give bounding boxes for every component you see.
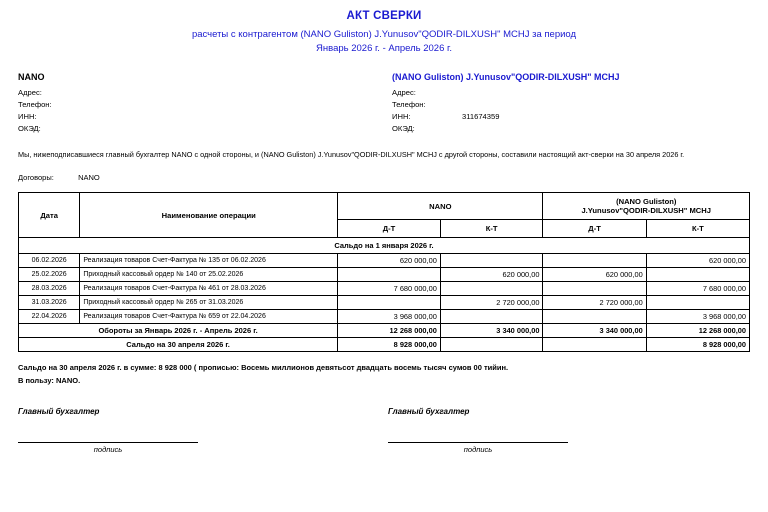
table-head xyxy=(19,193,750,238)
row-date: 28.03.2026 xyxy=(19,282,80,296)
row-right-dt: 2 720 000,00 xyxy=(543,296,646,310)
row-left-kt xyxy=(440,282,543,296)
row-date: 31.03.2026 xyxy=(19,296,80,310)
table-row xyxy=(19,296,750,310)
th-left-kt: К-Т xyxy=(440,220,543,238)
row-date: 25.02.2026 xyxy=(19,268,80,282)
party-left-inn-value xyxy=(70,111,88,123)
row-right-dt xyxy=(543,310,646,324)
row-right-kt xyxy=(646,296,749,310)
row-left-kt: 2 720 000,00 xyxy=(440,296,543,310)
table-row xyxy=(19,254,750,268)
th-right-kt: К-Т xyxy=(646,220,749,238)
party-left-oked xyxy=(18,123,384,135)
row-left-dt: 3 968 000,00 xyxy=(338,310,441,324)
party-right-inn-label: ИНН: xyxy=(392,112,411,122)
closing-balance-label: Сальдо на 30 апреля 2026 г. xyxy=(19,338,338,352)
party-left-address xyxy=(18,87,384,99)
signature-block-right xyxy=(380,407,750,454)
closing-left-kt xyxy=(440,338,543,352)
party-right xyxy=(384,72,750,136)
row-right-dt xyxy=(543,254,646,268)
party-right-phone xyxy=(392,99,750,111)
table-row xyxy=(19,268,750,282)
party-right-oked-label: ОКЭД: xyxy=(392,124,415,134)
row-operation: Реализация товаров Счет-Фактура № 461 от 28.03.2026 xyxy=(80,282,338,296)
th-group-left: NANO xyxy=(338,193,543,220)
signature-right-title: Главный бухгалтер xyxy=(388,407,470,417)
row-operation: Приходный кассовый ордер № 265 от 31.03.2026 xyxy=(80,296,338,310)
party-right-phone-value xyxy=(444,99,462,111)
party-left-phone-label: Телефон: xyxy=(18,99,52,109)
row-right-kt: 7 680 000,00 xyxy=(646,282,749,296)
party-left-oked-value xyxy=(70,123,88,135)
opening-balance-row xyxy=(19,238,750,254)
page-title: АКТ СВЕРКИ xyxy=(346,10,422,22)
table-row xyxy=(19,310,750,324)
row-left-dt: 7 680 000,00 xyxy=(338,282,441,296)
closing-balance-row xyxy=(19,338,750,352)
row-left-dt xyxy=(338,296,441,310)
row-operation: Приходный кассовый ордер № 140 от 25.02.2026 xyxy=(80,268,338,282)
row-right-kt: 3 968 000,00 xyxy=(646,310,749,324)
signature-right-caption: подпись xyxy=(463,445,493,455)
row-date: 06.02.2026 xyxy=(19,254,80,268)
signature-left-rule xyxy=(18,442,198,443)
saldo-note-line-1: Сальдо на 30 апреля 2026 г. в сумме: 8 928 000 ( прописью: Восемь миллионов девятьсот двадцать восемь тысяч сумов 00 тийин. xyxy=(18,363,509,373)
intro-paragraph: Мы, нижеподписавшиеся главный бухгалтер NANO с одной стороны, и (NANO Guliston) J.Yunusov"QODIR-DILXUSH" MCHJ с другой стороны, составили настоящий акт-сверки на 30 апреля 2026 г. xyxy=(18,149,685,159)
party-left-phone xyxy=(18,99,384,111)
row-left-kt: 620 000,00 xyxy=(440,268,543,282)
closing-right-kt: 8 928 000,00 xyxy=(646,338,749,352)
row-left-kt xyxy=(440,254,543,268)
party-right-oked-value xyxy=(444,123,462,135)
row-date: 22.04.2026 xyxy=(19,310,80,324)
contracts-value: NANO xyxy=(78,173,100,183)
table-row xyxy=(19,282,750,296)
row-operation: Реализация товаров Счет-Фактура № 659 от 22.04.2026 xyxy=(80,310,338,324)
saldo-note xyxy=(0,362,768,387)
contracts-label: Договоры: xyxy=(18,173,54,183)
closing-right-dt xyxy=(543,338,646,352)
subtitle-line-1: расчеты с контрагентом (NANO Guliston) J.Yunusov"QODIR-DILXUSH" MCHJ за период xyxy=(191,29,577,40)
party-right-oked xyxy=(392,123,750,135)
signature-left-line-wrap xyxy=(18,442,198,454)
party-right-phone-label: Телефон: xyxy=(392,99,426,109)
signatures-section xyxy=(0,407,768,454)
th-group-right xyxy=(543,193,750,220)
row-left-dt xyxy=(338,268,441,282)
subtitle-line-2: Январь 2026 г. - Апрель 2026 г. xyxy=(316,42,452,54)
th-group-right-line2: J.Yunusov"QODIR-DILXUSH" MCHJ xyxy=(581,206,711,216)
turnover-right-kt: 12 268 000,00 xyxy=(646,324,749,338)
party-left-inn-label: ИНН: xyxy=(18,112,37,122)
row-operation: Реализация товаров Счет-Фактура № 135 от 06.02.2026 xyxy=(80,254,338,268)
turnover-row xyxy=(19,324,750,338)
party-right-address-value xyxy=(444,87,462,99)
turnover-right-dt: 3 340 000,00 xyxy=(543,324,646,338)
row-left-kt xyxy=(440,310,543,324)
row-right-kt: 620 000,00 xyxy=(646,254,749,268)
th-left-dt: Д-Т xyxy=(338,220,441,238)
party-left-oked-label: ОКЭД: xyxy=(18,124,41,134)
party-left-phone-value xyxy=(70,99,88,111)
party-right-name: (NANO Guliston) J.Yunusov"QODIR-DILXUSH" MCHJ xyxy=(392,71,620,82)
th-date: Дата xyxy=(19,193,80,238)
party-left xyxy=(18,72,384,136)
party-left-address-label: Адрес: xyxy=(18,87,42,97)
signature-right-line-wrap xyxy=(388,442,568,454)
signature-block-left xyxy=(18,407,380,454)
row-right-kt xyxy=(646,268,749,282)
contracts-line xyxy=(0,173,768,182)
parties-section xyxy=(0,72,768,136)
opening-balance-label: Сальдо на 1 января 2026 г. xyxy=(19,238,750,254)
row-right-dt: 620 000,00 xyxy=(543,268,646,282)
closing-left-dt: 8 928 000,00 xyxy=(338,338,441,352)
signature-right-rule xyxy=(388,442,568,443)
th-right-dt: Д-Т xyxy=(543,220,646,238)
signature-left-title: Главный бухгалтер xyxy=(18,407,100,417)
row-right-dt xyxy=(543,282,646,296)
row-left-dt: 620 000,00 xyxy=(338,254,441,268)
saldo-note-line-2: В пользу: NANO. xyxy=(18,375,81,385)
party-right-address-label: Адрес: xyxy=(392,87,416,97)
party-left-address-value xyxy=(70,87,88,99)
turnover-left-kt: 3 340 000,00 xyxy=(440,324,543,338)
party-right-inn-value: 311674359 xyxy=(462,112,500,122)
party-left-inn xyxy=(18,111,384,123)
turnover-left-dt: 12 268 000,00 xyxy=(338,324,441,338)
th-operation: Наименование операции xyxy=(80,193,338,238)
party-left-name: NANO xyxy=(18,71,45,82)
table-header-row-1 xyxy=(19,193,750,220)
turnover-label: Обороты за Январь 2026 г. - Апрель 2026 г. xyxy=(19,324,338,338)
th-group-right-line1: (NANO Guliston) xyxy=(616,197,677,207)
reconciliation-table xyxy=(18,192,750,352)
signature-left-caption: подпись xyxy=(93,445,123,455)
page-subtitle xyxy=(0,28,768,56)
document-page xyxy=(0,10,768,512)
table-body xyxy=(19,238,750,352)
party-right-address xyxy=(392,87,750,99)
party-right-inn xyxy=(392,111,750,123)
